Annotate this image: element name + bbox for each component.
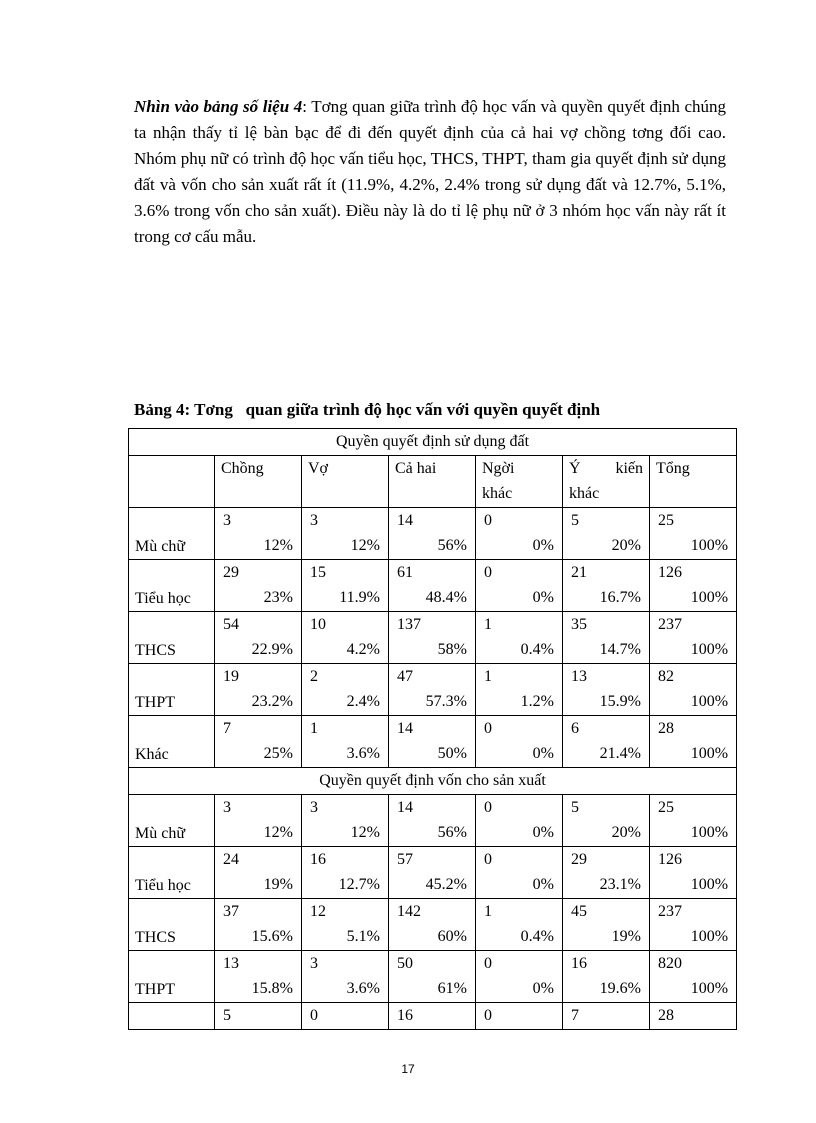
- cell-count: 10: [310, 616, 326, 633]
- cell-percent: 23%: [263, 589, 293, 606]
- cell-count: 142: [397, 903, 421, 920]
- cell-percent: 57.3%: [425, 693, 467, 710]
- cell-count: 14: [397, 512, 413, 529]
- cell-count: 2: [310, 668, 318, 685]
- table-cell: [302, 899, 389, 951]
- table-cell: [302, 664, 389, 716]
- cell-percent: 15.8%: [251, 980, 293, 997]
- table-row: [129, 508, 737, 560]
- header-vo: Vợ: [302, 456, 389, 508]
- table-cell: [476, 795, 563, 847]
- table-cell: [563, 508, 650, 560]
- cell-count: 0: [484, 564, 492, 581]
- table-row: [129, 560, 737, 612]
- table-row-partial: [129, 1003, 737, 1030]
- cell-percent: 2.4%: [346, 693, 380, 710]
- cell-percent: 61%: [437, 980, 467, 997]
- cell-count: 14: [397, 799, 413, 816]
- row-label: THCS: [129, 612, 215, 664]
- row-label: THPT: [129, 951, 215, 1003]
- cell-count: 6: [571, 720, 579, 737]
- table-cell: [476, 560, 563, 612]
- cell-percent: 0%: [532, 876, 554, 893]
- cell-percent: 0%: [532, 824, 554, 841]
- cell-count: 50: [397, 955, 413, 972]
- row-label: Tiểu học: [129, 560, 215, 612]
- table-cell: [302, 795, 389, 847]
- cell-percent: 12%: [350, 537, 380, 554]
- cell-count: 820: [658, 955, 682, 972]
- cell-count: 16: [397, 1007, 413, 1024]
- table-cell: [476, 612, 563, 664]
- table-cell: [650, 899, 737, 951]
- cell-count: 16: [571, 955, 587, 972]
- cell-count: 0: [484, 720, 492, 737]
- cell-percent: 12.7%: [338, 876, 380, 893]
- cell-percent: 100%: [690, 928, 729, 945]
- table-cell: [563, 612, 650, 664]
- page-number: 17: [401, 1062, 415, 1076]
- cell-count: 0: [484, 851, 492, 868]
- table-cell: [215, 560, 302, 612]
- table-cell: [215, 612, 302, 664]
- cell-percent: 100%: [690, 824, 729, 841]
- cell-percent: 50%: [437, 745, 467, 762]
- table-cell: [476, 1003, 563, 1030]
- table-cell: [302, 612, 389, 664]
- cell-count: 5: [571, 799, 579, 816]
- cell-percent: 100%: [690, 693, 729, 710]
- cell-count: 28: [658, 720, 674, 737]
- cell-count: 61: [397, 564, 413, 581]
- section-title-land: Quyền quyết định sử dụng đất: [129, 429, 737, 456]
- table-cell: [215, 951, 302, 1003]
- cell-count: 0: [484, 1007, 492, 1024]
- cell-percent: 56%: [437, 537, 467, 554]
- cell-count: 3: [223, 512, 231, 529]
- cell-count: 14: [397, 720, 413, 737]
- cell-count: 237: [658, 616, 682, 633]
- header-ngoi-khac: Ngời khác: [476, 456, 563, 508]
- table-cell: [563, 664, 650, 716]
- paragraph-lead: Nhìn vào bảng số liệu 4: [134, 97, 303, 116]
- cell-count: 7: [571, 1007, 579, 1024]
- table-cell: [476, 716, 563, 768]
- row-label-empty: [129, 1003, 215, 1030]
- cell-percent: 19%: [263, 876, 293, 893]
- cell-count: 25: [658, 512, 674, 529]
- table-row: [129, 716, 737, 768]
- cell-count: 45: [571, 903, 587, 920]
- cell-percent: 23.1%: [599, 876, 641, 893]
- cell-count: 137: [397, 616, 421, 633]
- cell-count: 0: [310, 1007, 318, 1024]
- cell-percent: 45.2%: [425, 876, 467, 893]
- cell-percent: 4.2%: [346, 641, 380, 658]
- table-cell: [302, 951, 389, 1003]
- cell-percent: 0%: [532, 980, 554, 997]
- cell-count: 24: [223, 851, 239, 868]
- table-cell: [302, 847, 389, 899]
- cell-count: 13: [571, 668, 587, 685]
- cell-count: 1: [310, 720, 318, 737]
- header-ca-hai: Cả hai: [389, 456, 476, 508]
- cell-percent: 100%: [690, 876, 729, 893]
- table-row: [129, 951, 737, 1003]
- cell-count: 35: [571, 616, 587, 633]
- row-label: Mù chữ: [129, 508, 215, 560]
- cell-percent: 0%: [532, 589, 554, 606]
- table-cell: [476, 508, 563, 560]
- table-cell: [650, 560, 737, 612]
- cell-percent: 12%: [350, 824, 380, 841]
- table-cell: [563, 847, 650, 899]
- table-cell: [650, 664, 737, 716]
- cell-percent: 56%: [437, 824, 467, 841]
- table-cell: [389, 716, 476, 768]
- cell-percent: 25%: [263, 745, 293, 762]
- table-cell: [302, 560, 389, 612]
- cell-percent: 100%: [690, 980, 729, 997]
- table-cell: [389, 560, 476, 612]
- cell-count: 29: [571, 851, 587, 868]
- table-cell: [476, 951, 563, 1003]
- table-row: [129, 612, 737, 664]
- cell-count: 3: [310, 799, 318, 816]
- table-cell: [563, 951, 650, 1003]
- header-tong: Tổng: [650, 456, 737, 508]
- table-row: [129, 899, 737, 951]
- table-cell: [650, 508, 737, 560]
- header-y-kien-khac: Ý kiến khác: [563, 456, 650, 508]
- cell-count: 16: [310, 851, 326, 868]
- cell-count: 0: [484, 512, 492, 529]
- cell-count: 12: [310, 903, 326, 920]
- table-cell: [389, 847, 476, 899]
- table-cell: [302, 1003, 389, 1030]
- cell-count: 3: [310, 512, 318, 529]
- cell-count: 15: [310, 564, 326, 581]
- table-cell: [650, 951, 737, 1003]
- cell-percent: 60%: [437, 928, 467, 945]
- cell-percent: 5.1%: [346, 928, 380, 945]
- table-cell: [389, 612, 476, 664]
- table-cell: [563, 899, 650, 951]
- header-empty: [129, 456, 215, 508]
- cell-percent: 58%: [437, 641, 467, 658]
- table-cell: [215, 899, 302, 951]
- row-label: Khác: [129, 716, 215, 768]
- cell-count: 82: [658, 668, 674, 685]
- table-cell: [650, 1003, 737, 1030]
- table-cell: [215, 508, 302, 560]
- education-decision-table: [128, 428, 737, 1030]
- section-title-capital: Quyền quyết định vốn cho sản xuất: [129, 768, 737, 795]
- table-cell: [476, 664, 563, 716]
- cell-count: 0: [484, 799, 492, 816]
- table-cell: [650, 795, 737, 847]
- cell-count: 29: [223, 564, 239, 581]
- section-header-land: [129, 429, 737, 456]
- table-cell: [563, 560, 650, 612]
- cell-percent: 22.9%: [251, 641, 293, 658]
- cell-count: 0: [484, 955, 492, 972]
- table-cell: [215, 716, 302, 768]
- table-cell: [563, 716, 650, 768]
- table-cell: [650, 716, 737, 768]
- cell-count: 54: [223, 616, 239, 633]
- cell-count: 28: [658, 1007, 674, 1024]
- table-cell: [389, 664, 476, 716]
- table-cell: [476, 847, 563, 899]
- table-cell: [563, 1003, 650, 1030]
- cell-percent: 15.9%: [599, 693, 641, 710]
- cell-percent: 14.7%: [599, 641, 641, 658]
- cell-percent: 11.9%: [339, 589, 380, 606]
- row-label: Mù chữ: [129, 795, 215, 847]
- cell-percent: 0%: [532, 745, 554, 762]
- cell-count: 126: [658, 564, 682, 581]
- cell-percent: 0%: [532, 537, 554, 554]
- cell-count: 5: [223, 1007, 231, 1024]
- cell-count: 25: [658, 799, 674, 816]
- cell-percent: 3.6%: [346, 745, 380, 762]
- cell-percent: 12%: [263, 537, 293, 554]
- cell-count: 1: [484, 616, 492, 633]
- cell-percent: 100%: [690, 589, 729, 606]
- cell-percent: 100%: [690, 537, 729, 554]
- column-header-row: [129, 456, 737, 508]
- cell-percent: 21.4%: [599, 745, 641, 762]
- row-label: THPT: [129, 664, 215, 716]
- table-cell: [389, 508, 476, 560]
- header-chong: Chồng: [215, 456, 302, 508]
- cell-percent: 12%: [263, 824, 293, 841]
- paragraph-body: : Tơng quan giữa trình độ học vấn và quyền quyết định chúng ta nhận thấy tỉ lệ bàn bạc để đi đến quyết định của cả hai vợ chồng tơng đối cao. Nhóm phụ nữ có trình độ học vấn tiểu học, THCS, THPT, tham gia quyết định sử dụng đất và vốn cho sản xuất rất ít (11.9%, 4.2%, 2.4% trong sử dụng đất và 12.7%, 5.1%, 3.6% trong vốn cho sản xuất). Điều này là do tỉ lệ phụ nữ ở 3 nhóm học vấn này rất ít trong cơ cấu mẫu.: [134, 97, 726, 246]
- cell-count: 13: [223, 955, 239, 972]
- cell-count: 21: [571, 564, 587, 581]
- table-cell: [389, 899, 476, 951]
- section-header-capital: [129, 768, 737, 795]
- table-cell: [389, 951, 476, 1003]
- cell-percent: 16.7%: [599, 589, 641, 606]
- cell-count: 1: [484, 668, 492, 685]
- cell-percent: 3.6%: [346, 980, 380, 997]
- cell-percent: 19%: [611, 928, 641, 945]
- cell-percent: 0.4%: [520, 928, 554, 945]
- table-cell: [389, 1003, 476, 1030]
- table-cell: [215, 795, 302, 847]
- cell-count: 57: [397, 851, 413, 868]
- table-row: [129, 847, 737, 899]
- table-cell: [302, 508, 389, 560]
- cell-count: 126: [658, 851, 682, 868]
- row-label: THCS: [129, 899, 215, 951]
- cell-count: 47: [397, 668, 413, 685]
- cell-count: 237: [658, 903, 682, 920]
- cell-percent: 0.4%: [520, 641, 554, 658]
- table-cell: [650, 847, 737, 899]
- cell-count: 37: [223, 903, 239, 920]
- table-cell: [215, 664, 302, 716]
- cell-percent: 100%: [690, 641, 729, 658]
- table-cell: [389, 795, 476, 847]
- cell-percent: 100%: [690, 745, 729, 762]
- cell-count: 1: [484, 903, 492, 920]
- table-row: [129, 664, 737, 716]
- cell-percent: 1.2%: [520, 693, 554, 710]
- table-row: [129, 795, 737, 847]
- cell-percent: 20%: [611, 824, 641, 841]
- table-cell: [476, 899, 563, 951]
- cell-count: 3: [310, 955, 318, 972]
- table-cell: [215, 847, 302, 899]
- row-label: Tiểu học: [129, 847, 215, 899]
- cell-percent: 15.6%: [251, 928, 293, 945]
- cell-percent: 48.4%: [425, 589, 467, 606]
- cell-percent: 23.2%: [251, 693, 293, 710]
- table-cell: [650, 612, 737, 664]
- table-cell: [563, 795, 650, 847]
- table-cell: [302, 716, 389, 768]
- cell-count: 3: [223, 799, 231, 816]
- table-cell: [215, 1003, 302, 1030]
- body-paragraph: [134, 94, 726, 250]
- table-caption: Bảng 4: Tơng quan giữa trình độ học vấn với quyền quyết định: [134, 400, 601, 419]
- cell-count: 5: [571, 512, 579, 529]
- cell-percent: 20%: [611, 537, 641, 554]
- cell-percent: 19.6%: [599, 980, 641, 997]
- cell-count: 19: [223, 668, 239, 685]
- cell-count: 7: [223, 720, 231, 737]
